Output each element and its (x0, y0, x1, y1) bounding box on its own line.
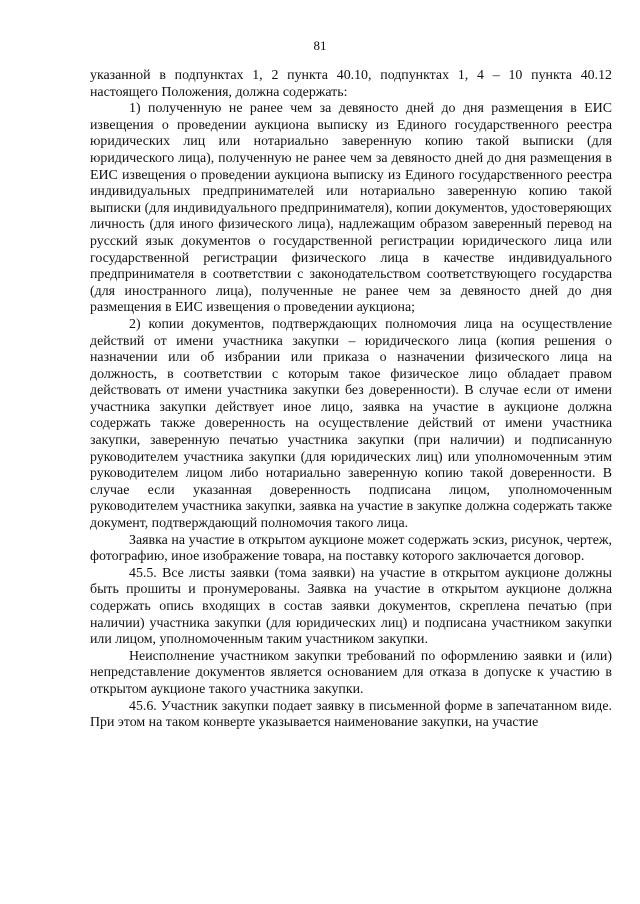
paragraph-45-6: 45.6. Участник закупки подает заявку в письменной форме в запечатанном виде. При этом на таком конверте указывается наименование закупки, на участие (90, 698, 612, 731)
paragraph-sketch: Заявка на участие в открытом аукционе может содержать эскиз, рисунок, чертеж, фотографию, иное изображение товара, на поставку которого заключается договор. (90, 532, 612, 565)
body-text (90, 68, 612, 732)
paragraph-45-5: 45.5. Все листы заявки (тома заявки) на участие в открытом аукционе должны быть прошиты и пронумерованы. Заявка на участие в открытом аукционе должна содержать опись входящих в состав заявки документов, скреплена печатью (при наличии) участника закупки (для юридических лиц) и подписана участником закупки или лицом, уполномоченным таким участником закупки. (90, 565, 612, 648)
paragraph-item-1: 1) полученную не ранее чем за девяносто дней до дня размещения в ЕИС извещения о проведении аукциона выписку из Единого государственного реестра юридических лиц или нотариально заверенную копию такой выписки (для юридического лица), полученную не ранее чем за девяносто дней до дня размещения в ЕИС извещения о проведении аукциона выписку из Единого государственного реестра индивидуальных предпринимателей или нотариально заверенную копию такой выписки (для индивидуального предпринимателя), копии документов, удостоверяющих личность (для иного физического лица), надлежащим образом заверенный перевод на русский язык документов о государственной регистрации юридического лица или государственной регистрации физического лица в качестве индивидуального предпринимателя в соответствии с законодательством соответствующего государства (для иностранного лица), полученные не ранее чем за девяносто дней до дня размещения в ЕИС извещения о проведении аукциона; (90, 101, 612, 316)
paragraph-noncompliance: Неисполнение участником закупки требований по оформлению заявки и (или) непредставление документов является основанием для отказа в допуске к участию в открытом аукционе такого участника закупки. (90, 648, 612, 697)
paragraph-continuation: указанной в подпунктах 1, 2 пункта 40.10, подпунктах 1, 4 – 10 пункта 40.12 настоящего Положения, должна содержать: (90, 68, 612, 100)
paragraph-item-2: 2) копии документов, подтверждающих полномочия лица на осуществление действий от имени участника закупки – юридического лица (копия решения о назначении или об избрании или приказа о назначении физического лица на должность, в соответствии с которым такое физическое лицо обладает правом действовать от имени участника закупки без доверенности). В случае если от имени участника закупки действует иное лицо, заявка на участие в аукционе должна содержать также доверенность на осуществление действий от имени участника закупки, заверенную печатью участника закупки (при наличии) и подписанную руководителем участника закупки (для юридических лиц) или уполномоченным этим руководителем лицом либо нотариально заверенную копию такой доверенности. В случае если указанная доверенность подписана лицом, уполномоченным руководителем участника закупки, заявка на участие в закупке должна содержать также документ, подтверждающий полномочия такого лица. (90, 316, 612, 532)
page-number: 81 (313, 38, 327, 53)
